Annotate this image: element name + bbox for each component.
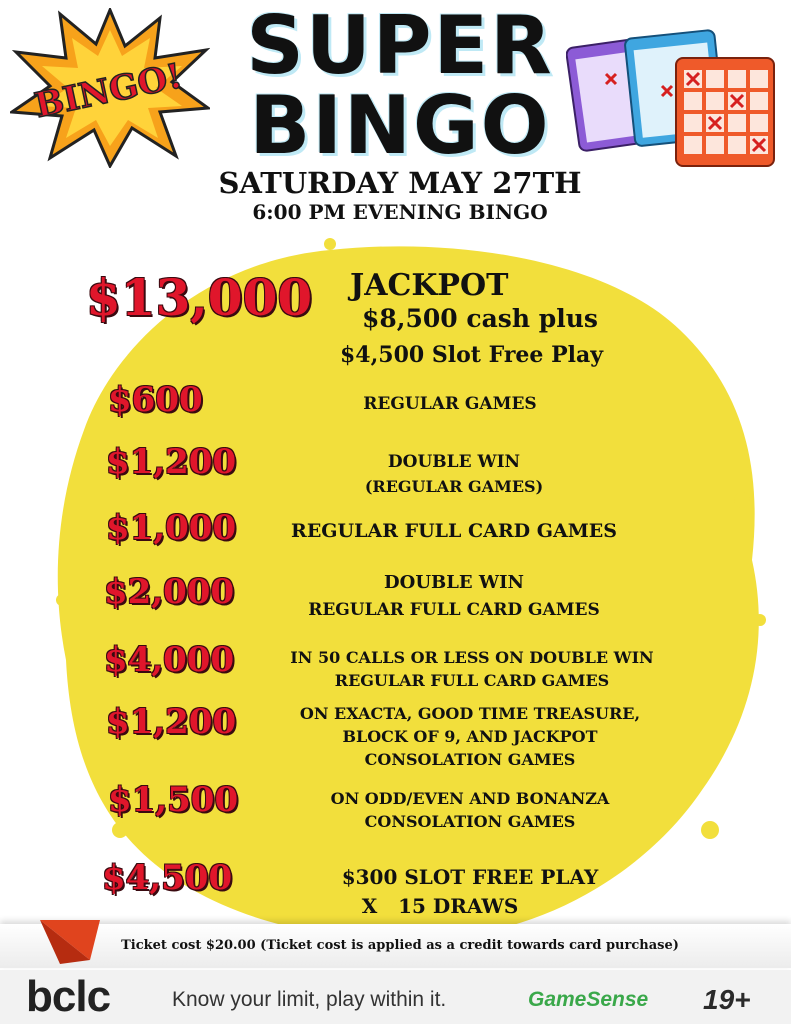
title-bingo: BINGO [249,79,551,172]
prize-desc: REGULAR GAMES [363,394,537,414]
title-super: SUPER [246,0,554,92]
prize-amount: $600 [108,380,203,420]
bingo-badge-text: BINGO! [31,56,186,127]
bclc-logo: bclc [26,972,111,1021]
prize-desc: REGULAR FULL CARD GAMES [291,520,617,542]
prize-desc: $300 SLOT FREE PLAY [341,865,599,889]
prize-amount: $1,500 [108,780,239,820]
prize-desc: ON EXACTA, GOOD TIME TREASURE, [299,704,641,723]
prize-desc: (REGULAR GAMES) [364,477,544,496]
jackpot-label: JACKPOT [350,268,509,303]
responsible-gaming-slogan: Know your limit, play within it. [172,988,447,1011]
prize-desc: ON ODD/EVEN AND BONANZA [330,789,610,808]
prize-amount: $4,000 [104,640,235,680]
bingo-burst-logo [10,8,210,168]
ticket-cost-note: Ticket cost $20.00 (Ticket cost is applied as a credit towards card purchase) [121,938,679,953]
prize-desc: BLOCK OF 9, AND JACKPOT [342,727,598,746]
gamesense-logo: GameSense [528,988,649,1011]
prize-amount: $1,200 [106,702,237,742]
prize-desc: DOUBLE WIN [384,572,524,593]
jackpot-cash-line: $8,500 cash plus [362,304,598,333]
age-restriction-badge: 19+ [703,984,751,1015]
prize-desc: DOUBLE WIN [387,452,521,472]
jackpot-freeplay-line: $4,500 Slot Free Play [340,342,604,368]
prize-desc: REGULAR FULL CARD GAMES [334,671,610,690]
prize-desc: REGULAR FULL CARD GAMES [308,600,600,620]
prize-amount: $4,500 [102,858,233,898]
prize-desc: IN 50 CALLS OR LESS ON DOUBLE WIN [290,648,654,667]
jackpot-amount: $13,000 [86,268,313,327]
event-date: SATURDAY MAY 27TH [218,166,582,200]
prize-desc: CONSOLATION GAMES [364,812,576,831]
prize-amount: $1,200 [106,442,237,482]
prize-amount: $1,000 [106,508,237,548]
prize-desc: CONSOLATION GAMES [364,750,576,769]
prize-amount: $2,000 [104,572,235,612]
prize-desc: X 15 DRAWS [361,894,519,918]
event-time: 6:00 PM EVENING BINGO [252,200,548,224]
